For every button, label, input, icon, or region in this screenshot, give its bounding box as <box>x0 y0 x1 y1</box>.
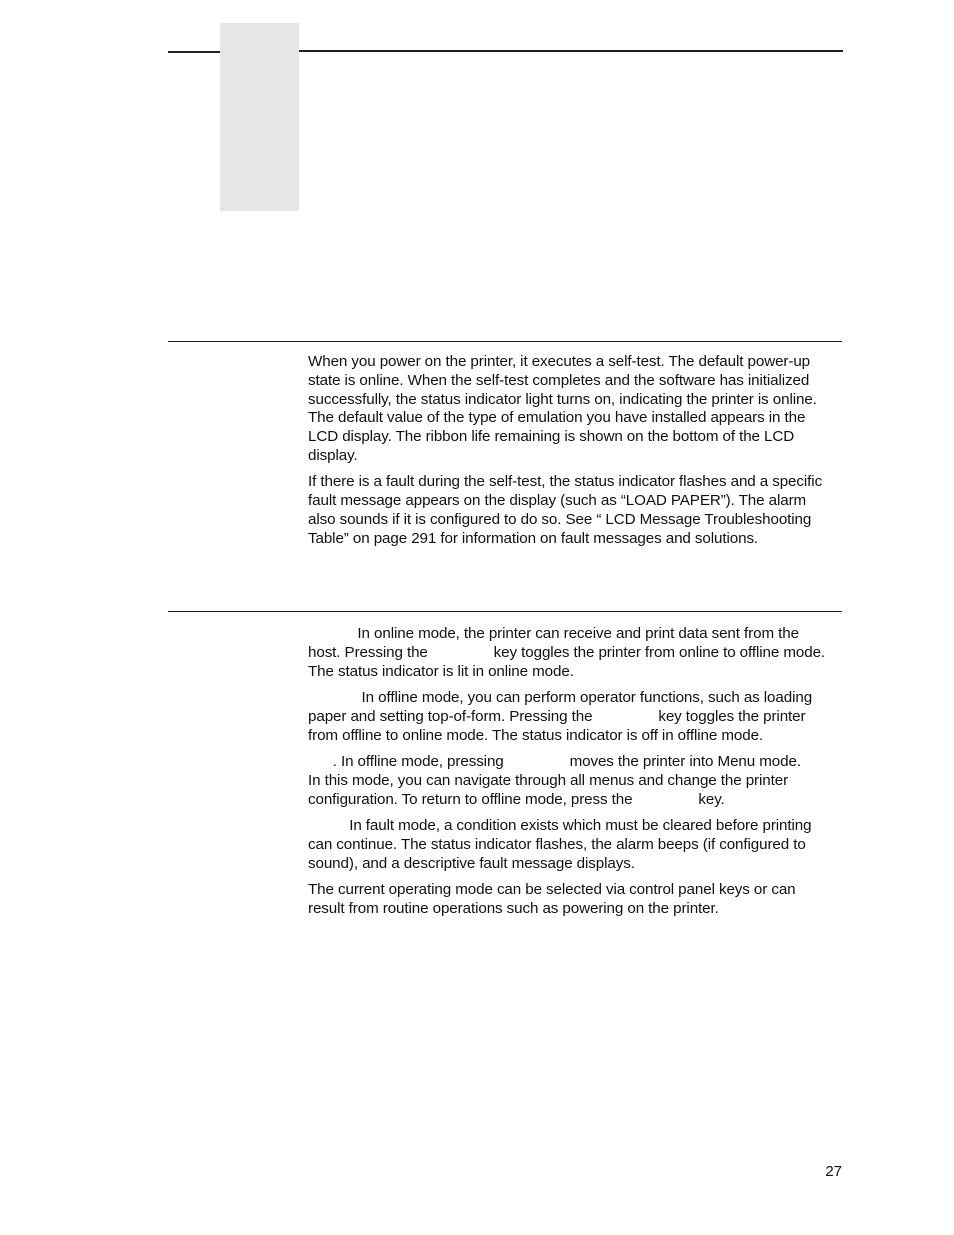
page-number: 27 <box>825 1163 842 1180</box>
text-line: When you power on the printer, it executes a self-test. The default power-up <box>308 353 811 370</box>
online-mode-paragraph <box>308 625 848 681</box>
header-rule-right <box>299 50 843 52</box>
offline-mode-paragraph <box>308 689 848 745</box>
text-line: host. Pressing the key toggles the printer from online to offline mode. <box>308 643 826 661</box>
text-line: In this mode, you can navigate through all menus and change the printer <box>308 771 789 789</box>
menu-mode-paragraph <box>308 753 848 809</box>
section-divider-modes <box>168 611 842 612</box>
text-line: also sounds if it is configured to do so. See “ LCD Message Troubleshooting <box>308 510 812 528</box>
text-line: can continue. The status indicator flashes, the alarm beeps (if configured to <box>308 835 806 853</box>
fault-mode-paragraph <box>308 817 848 873</box>
operating-modes-section <box>308 625 848 926</box>
text-line: The default value of the type of emulation you have installed appears in the <box>308 409 806 427</box>
text-line: In fault mode, a condition exists which must be cleared before printing <box>308 816 812 834</box>
text-line: If there is a fault during the self-test, the status indicator flashes and a specific <box>308 473 823 491</box>
text-line: In offline mode, you can perform operator functions, such as loading <box>308 688 813 706</box>
text-line: configuration. To return to offline mode, press the key. <box>308 790 725 808</box>
operating-mode-summary-paragraph <box>308 881 848 919</box>
power-on-paragraph-2 <box>308 473 848 548</box>
text-line: The current operating mode can be selected via control panel keys or can <box>308 880 796 898</box>
header-rule-left <box>168 51 220 53</box>
text-line: from offline to online mode. The status indicator is off in offline mode. <box>308 726 764 744</box>
text-line: . In offline mode, pressing moves the printer into Menu mode. <box>308 752 801 770</box>
power-on-section <box>308 353 848 556</box>
text-line: LCD display. The ribbon life remaining is shown on the bottom of the LCD <box>308 428 795 446</box>
text-line: paper and setting top-of-form. Pressing the key toggles the printer <box>308 707 806 725</box>
chapter-tab-block <box>220 23 299 211</box>
text-line: fault message appears on the display (such as “LOAD PAPER”). The alarm <box>308 492 807 510</box>
section-divider-power-on <box>168 341 842 342</box>
text-line: successfully, the status indicator light turns on, indicating the printer is online. <box>308 390 817 408</box>
text-line: sound), and a descriptive fault message displays. <box>308 854 635 872</box>
text-line: In online mode, the printer can receive and print data sent from the <box>308 625 799 642</box>
text-line: result from routine operations such as powering on the printer. <box>308 899 719 917</box>
text-line: Table” on page 291 for information on fault messages and solutions. <box>308 529 759 547</box>
text-line: display. <box>308 446 358 464</box>
text-line: The status indicator is lit in online mode. <box>308 662 574 680</box>
text-line: state is online. When the self-test completes and the software has initialized <box>308 371 810 389</box>
power-on-paragraph-1 <box>308 353 848 466</box>
